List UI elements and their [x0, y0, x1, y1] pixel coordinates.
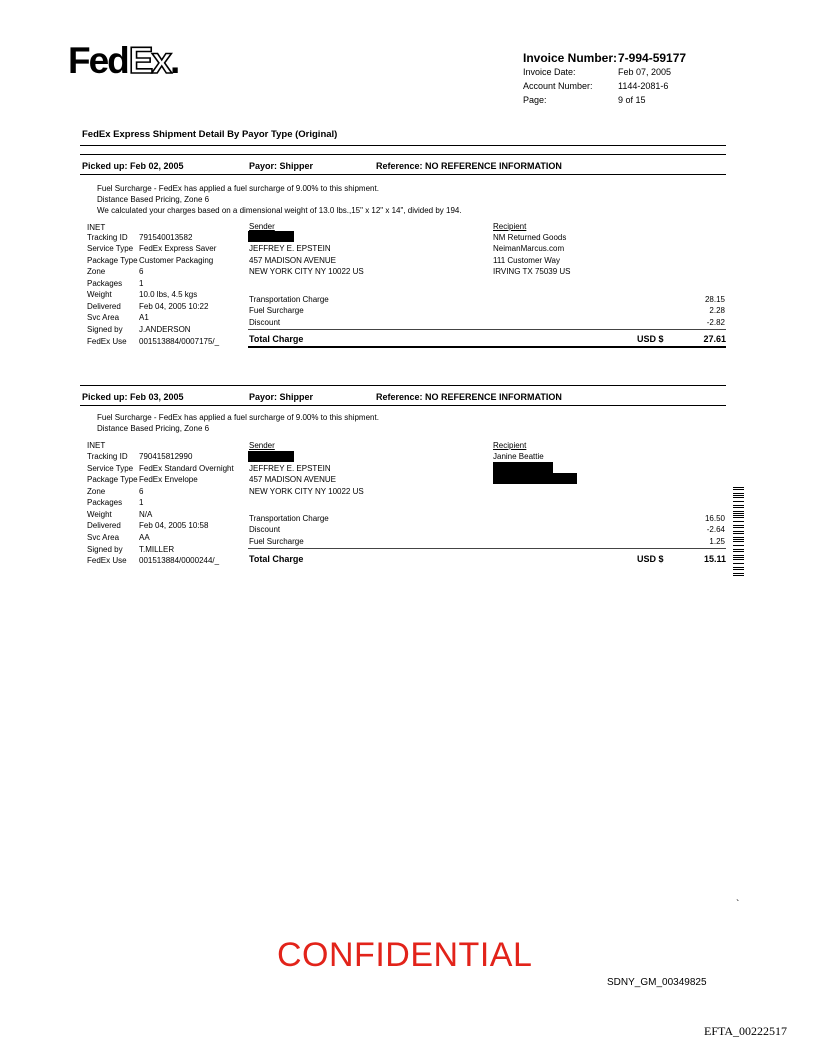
detail-label: Signed by — [87, 325, 123, 334]
detail-value: T.MILLER — [139, 545, 175, 554]
shipment-1-payor: Payor: Shipper — [249, 161, 314, 171]
barcode-stripe — [733, 501, 744, 502]
efta-number: EFTA_00222517 — [704, 1024, 788, 1038]
detail-label: Packages — [87, 279, 123, 288]
barcode-stripe — [733, 517, 744, 518]
barcode-stripe — [733, 535, 744, 536]
sender-label: Sender — [249, 441, 275, 450]
barcode-stripe — [733, 559, 744, 560]
charge-amount: -2.82 — [706, 318, 725, 327]
currency: USD $ — [637, 554, 664, 564]
detail-value: FedEx Envelope — [139, 475, 198, 484]
sender-line: NEW YORK CITY NY 10022 US — [249, 487, 364, 496]
barcode-stripe — [733, 497, 744, 498]
detail-label: Packages — [87, 498, 123, 507]
barcode-stripe — [733, 541, 744, 542]
total-charge-label: Total Charge — [249, 334, 304, 344]
shipment-1-note: We calculated your charges based on a dimensional weight of 13.0 lbs.,15" x 12" x 14", divided by 194. — [97, 206, 462, 215]
detail-value: 6 — [139, 267, 144, 276]
currency: USD $ — [637, 334, 664, 344]
detail-value: AA — [139, 533, 150, 542]
charge-label: Discount — [249, 318, 281, 327]
bates-number: SDNY_GM_00349825 — [607, 977, 707, 988]
invoice-number: 7-994-59177 — [618, 51, 687, 65]
detail-value: 10.0 lbs, 4.5 kgs — [139, 290, 198, 299]
barcode-stripe — [733, 523, 744, 524]
shipment-2-top-rule — [80, 385, 726, 386]
charge-label: Fuel Surcharge — [249, 537, 304, 546]
detail-label: Weight — [87, 290, 112, 299]
charge-amount: 2.28 — [709, 306, 725, 315]
detail-label: FedEx Use — [87, 337, 127, 346]
detail-value: 1 — [139, 498, 144, 507]
barcode-stripe — [733, 551, 744, 552]
total-charge-label: Total Charge — [249, 554, 304, 564]
detail-value: 6 — [139, 487, 144, 496]
detail-label: INET — [87, 223, 106, 232]
recipient-line: IRVING TX 75039 US — [493, 267, 571, 276]
redaction-block — [493, 473, 577, 484]
barcode-stripe — [733, 547, 744, 548]
barcode-stripe — [733, 537, 744, 538]
shipment-2-payor: Payor: Shipper — [249, 392, 314, 402]
barcode-stripe — [733, 495, 744, 496]
barcode-stripe — [733, 549, 744, 550]
detail-label: Zone — [87, 487, 106, 496]
barcode-stripe — [733, 575, 744, 576]
barcode-stripe — [733, 555, 744, 556]
barcode-stripe — [733, 521, 744, 522]
detail-value: FedEx Standard Overnight — [139, 464, 234, 473]
invoice-date-label: Invoice Date: — [523, 67, 576, 77]
barcode-stripe — [733, 527, 744, 528]
detail-label: Service Type — [87, 464, 134, 473]
recipient-line: Janine Beattie — [493, 452, 544, 461]
tracking-id: 791540013582 — [139, 233, 193, 242]
fedex-logo: FedEx. — [68, 40, 179, 81]
barcode-stripe — [733, 503, 744, 504]
detail-label: FedEx Use — [87, 556, 127, 565]
detail-value: 001513884/0000244/_ — [139, 556, 220, 565]
detail-value: 001513884/0007175/_ — [139, 337, 220, 346]
shipment-2-header-rule — [80, 405, 726, 406]
shipment-2-picked-up: Picked up: Feb 03, 2005 — [82, 392, 184, 402]
sender-line: 457 MADISON AVENUE — [249, 475, 336, 484]
barcode-stripe — [733, 573, 744, 574]
barcode-stripe — [733, 565, 744, 566]
barcode-stripe — [733, 509, 744, 510]
charge-label: Transportation Charge — [249, 514, 329, 523]
detail-value: A1 — [139, 313, 149, 322]
invoice-date: Feb 07, 2005 — [618, 67, 672, 77]
total-charge: 15.11 — [703, 554, 726, 564]
barcode-stripe — [733, 561, 744, 562]
redaction-block — [248, 451, 294, 462]
barcode-stripe — [733, 533, 744, 534]
section-divider — [80, 145, 726, 146]
total-charge: 27.61 — [703, 334, 726, 344]
detail-label: Delivered — [87, 302, 121, 311]
barcode-stripe — [733, 525, 744, 526]
detail-label: Signed by — [87, 545, 123, 554]
detail-label: Tracking ID — [87, 233, 128, 242]
charge-amount: 1.25 — [709, 537, 725, 546]
shipment-2-note: Distance Based Pricing, Zone 6 — [97, 424, 210, 433]
detail-label: Delivered — [87, 521, 121, 530]
barcode-stripe — [733, 493, 744, 494]
detail-value: 1 — [139, 279, 144, 288]
barcode-stripe — [733, 515, 744, 516]
barcode-stripe — [733, 571, 744, 572]
barcode-stripe — [733, 507, 744, 508]
sender-label: Sender — [249, 222, 275, 231]
detail-label: Package Type — [87, 256, 138, 265]
detail-value: FedEx Express Saver — [139, 244, 217, 253]
barcode-stripe — [733, 513, 744, 514]
barcode-stripe — [733, 563, 744, 564]
redaction-block — [248, 231, 294, 242]
barcode-stripe — [733, 499, 744, 500]
page-number: 9 of 15 — [618, 95, 646, 105]
sender-line: JEFFREY E. EPSTEIN — [249, 244, 331, 253]
barcode-stripe — [733, 519, 744, 520]
detail-value: J.ANDERSON — [139, 325, 191, 334]
sender-line: NEW YORK CITY NY 10022 US — [249, 267, 364, 276]
detail-value: Customer Packaging — [139, 256, 214, 265]
detail-value: N/A — [139, 510, 153, 519]
barcode-stripe — [733, 489, 744, 490]
barcode-stripe — [733, 567, 744, 568]
recipient-line: NeimanMarcus.com — [493, 244, 565, 253]
tracking-id: 790415812990 — [139, 452, 193, 461]
detail-label: INET — [87, 441, 106, 450]
recipient-line: NM Returned Goods — [493, 233, 567, 242]
barcode-stripe — [733, 487, 744, 488]
stray-mark: ` — [736, 899, 740, 910]
barcode-stripe — [733, 511, 744, 512]
redaction-block — [493, 462, 553, 473]
invoice-number-label: Invoice Number: — [523, 51, 618, 65]
detail-value: Feb 04, 2005 10:22 — [139, 302, 209, 311]
detail-value: Feb 04, 2005 10:58 — [139, 521, 209, 530]
shipment-1-note: Fuel Surcharge - FedEx has applied a fuel surcharge of 9.00% to this shipment. — [97, 184, 379, 193]
shipment-1-note: Distance Based Pricing, Zone 6 — [97, 195, 210, 204]
shipment-2-note: Fuel Surcharge - FedEx has applied a fuel surcharge of 9.00% to this shipment. — [97, 413, 379, 422]
barcode-stripe — [733, 543, 744, 544]
sender-line: 457 MADISON AVENUE — [249, 256, 336, 265]
detail-label: Svc Area — [87, 313, 120, 322]
charge-amount: 16.50 — [704, 514, 725, 523]
page-label: Page: — [523, 95, 547, 105]
recipient-label: Recipient — [493, 222, 527, 231]
barcode-stripe — [733, 529, 744, 530]
charge-label: Discount — [249, 525, 281, 534]
section-title: FedEx Express Shipment Detail By Payor Type (Original) — [82, 129, 338, 140]
detail-label: Svc Area — [87, 533, 120, 542]
charge-amount: 28.15 — [704, 295, 725, 304]
detail-label: Weight — [87, 510, 112, 519]
barcode-stripe — [733, 531, 744, 532]
detail-label: Service Type — [87, 244, 134, 253]
recipient-label: Recipient — [493, 441, 527, 450]
barcode — [733, 487, 744, 577]
barcode-stripe — [733, 569, 744, 570]
account-number-label: Account Number: — [523, 81, 593, 91]
barcode-stripe — [733, 491, 744, 492]
barcode-stripe — [733, 545, 744, 546]
detail-label: Tracking ID — [87, 452, 128, 461]
account-number: 1144-2081-6 — [618, 81, 669, 91]
total-rule — [248, 346, 726, 348]
recipient-line: 111 Customer Way — [493, 256, 560, 265]
detail-label: Zone — [87, 267, 106, 276]
shipment-2-reference: Reference: NO REFERENCE INFORMATION — [376, 392, 562, 402]
barcode-stripe — [733, 539, 744, 540]
confidential-stamp: CONFIDENTIAL — [277, 936, 533, 974]
charge-amount: -2.64 — [706, 525, 725, 534]
sender-line: JEFFREY E. EPSTEIN — [249, 464, 331, 473]
detail-label: Package Type — [87, 475, 138, 484]
barcode-stripe — [733, 553, 744, 554]
charge-label: Fuel Surcharge — [249, 306, 304, 315]
charges-rule — [248, 548, 726, 549]
shipment-1-reference: Reference: NO REFERENCE INFORMATION — [376, 161, 562, 171]
charges-rule — [248, 329, 726, 330]
shipment-1-header-rule — [80, 174, 726, 175]
charge-label: Transportation Charge — [249, 295, 329, 304]
shipment-1-top-rule — [80, 154, 726, 155]
barcode-stripe — [733, 557, 744, 558]
shipment-1-picked-up: Picked up: Feb 02, 2005 — [82, 161, 184, 171]
barcode-stripe — [733, 505, 744, 506]
